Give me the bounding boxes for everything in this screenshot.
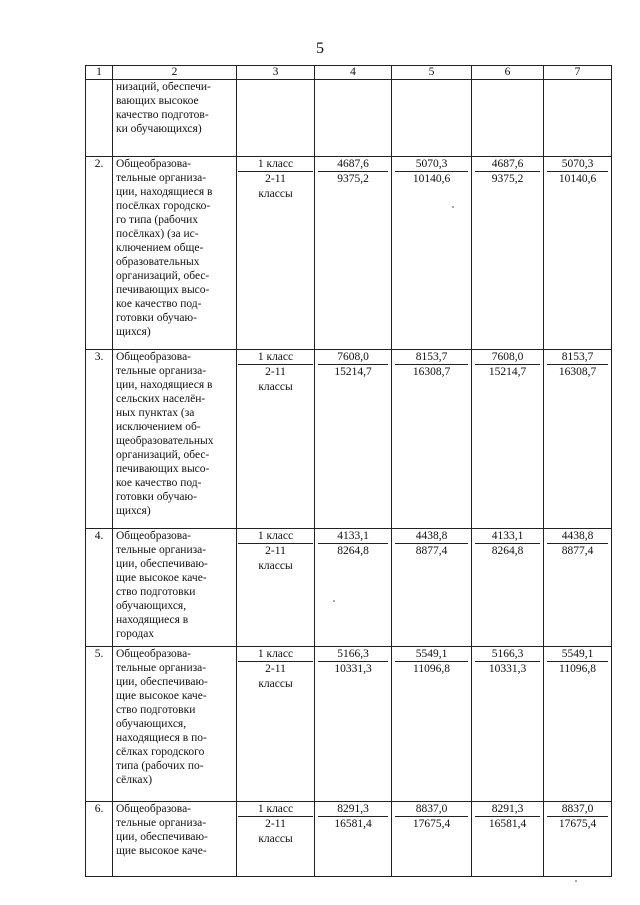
name-line: го типа (рабочих: [116, 214, 199, 226]
value-cell: [392, 647, 472, 802]
scan-speck: [575, 880, 577, 882]
class-cell: [237, 350, 315, 529]
value-cell: [392, 80, 472, 157]
value-cell: [472, 80, 544, 157]
row-name: [113, 350, 237, 529]
class-grades-2-11: 2-11 классы: [258, 818, 293, 845]
value-grades-2-11: 9375,2: [491, 173, 524, 185]
class-cell: [237, 529, 315, 647]
value-first-grade: 5549,1: [395, 647, 468, 662]
class-first-grade: 1 класс: [238, 647, 313, 662]
name-line: типа (рабочих по-: [116, 760, 204, 772]
value-cell: [544, 80, 612, 157]
value-grades-2-11: 8264,8: [337, 545, 369, 557]
table-row: [86, 157, 612, 350]
class-grades-2-11: 2-11 классы: [258, 366, 293, 393]
class-cell: [237, 802, 315, 877]
value-first-grade: 5070,3: [547, 157, 608, 172]
name-line: печивающих высо-: [116, 463, 210, 475]
value-first-grade: 4133,1: [318, 529, 388, 544]
name-line: ции, находящиеся в: [116, 379, 213, 391]
value-grades-2-11: 8877,4: [561, 545, 594, 557]
name-line: организаций, обес-: [116, 449, 210, 461]
header-cell: 4: [315, 66, 392, 80]
value-grades-2-11: 16581,4: [488, 818, 527, 830]
name-line: организаций, обес-: [116, 270, 210, 282]
class-grades-2-11: 2-11 классы: [258, 545, 293, 572]
scan-speck: [333, 600, 335, 602]
value-cell: [392, 157, 472, 350]
class-cell: [237, 157, 315, 350]
table-row: [86, 802, 612, 877]
name-line: обучающихся,: [116, 600, 187, 612]
name-line: вающих высокое: [116, 95, 199, 107]
name-line: ции, обеспечиваю-: [116, 831, 208, 843]
name-line: щие высокое каче-: [116, 845, 207, 857]
class-grades-2-11: 2-11 классы: [258, 663, 293, 690]
name-line: образовательных: [116, 256, 200, 268]
name-line: Общеобразова-: [116, 648, 192, 660]
name-line: ции, обеспечиваю-: [116, 558, 208, 570]
value-grades-2-11: 11096,8: [413, 663, 450, 675]
name-line: щие высокое каче-: [116, 690, 207, 702]
value-grades-2-11: 17675,4: [558, 818, 597, 830]
name-line: посёлках) (за ис-: [116, 228, 199, 240]
row-number: [86, 80, 113, 157]
scan-speck: [452, 206, 454, 208]
header-cell: 1: [86, 66, 113, 80]
name-line: тельные организа-: [116, 544, 207, 556]
name-line: щихся): [116, 326, 151, 338]
value-cell: [544, 647, 612, 802]
value-grades-2-11: 11096,8: [559, 663, 596, 675]
name-line: ки обучающихся): [116, 123, 202, 135]
row-number: 6.: [86, 802, 113, 877]
value-grades-2-11: 8877,4: [415, 545, 448, 557]
class-cell: [237, 80, 315, 157]
name-line: исключением об-: [116, 421, 201, 433]
value-grades-2-11: 10331,3: [488, 663, 527, 675]
value-cell: [544, 529, 612, 647]
value-first-grade: 8291,3: [475, 802, 540, 817]
name-line: обучающихся,: [116, 718, 187, 730]
table-row: [86, 529, 612, 647]
name-line: качество подготов-: [116, 109, 209, 121]
class-first-grade: 1 класс: [238, 350, 313, 365]
row-number: 2.: [86, 157, 113, 350]
name-line: ции, находящиеся в: [116, 186, 213, 198]
value-first-grade: 4438,8: [547, 529, 608, 544]
name-line: Общеобразова-: [116, 530, 192, 542]
name-line: щеобразовательных: [116, 435, 214, 447]
value-cell: [392, 802, 472, 877]
value-cell: [315, 802, 392, 877]
row-number: 5.: [86, 647, 113, 802]
name-line: находящиеся в: [116, 614, 189, 626]
value-first-grade: 4687,6: [318, 157, 388, 172]
value-cell: [472, 647, 544, 802]
value-cell: [392, 350, 472, 529]
table-row: [86, 647, 612, 802]
value-cell: [315, 647, 392, 802]
value-grades-2-11: 16581,4: [334, 818, 372, 830]
value-cell: [544, 157, 612, 350]
value-grades-2-11: 10140,6: [412, 173, 451, 185]
row-name: [113, 80, 237, 157]
value-grades-2-11: 16308,7: [412, 366, 451, 378]
name-line: тельные организа-: [116, 662, 207, 674]
class-grades-2-11: 2-11 классы: [258, 173, 293, 200]
name-line: печивающих высо-: [116, 284, 210, 296]
value-first-grade: 5166,3: [318, 647, 388, 662]
row-name: [113, 157, 237, 350]
row-number: 4.: [86, 529, 113, 647]
header-cell: 7: [544, 66, 612, 80]
row-name: [113, 802, 237, 877]
header-cell: 2: [113, 66, 237, 80]
class-first-grade: 1 класс: [238, 529, 313, 544]
value-cell: [472, 529, 544, 647]
name-line: тельные организа-: [116, 817, 207, 829]
value-first-grade: 8291,3: [318, 802, 388, 817]
name-line: Общеобразова-: [116, 803, 192, 815]
value-first-grade: 8837,0: [395, 802, 468, 817]
value-grades-2-11: 10331,3: [334, 663, 372, 675]
value-first-grade: 4438,8: [395, 529, 468, 544]
name-line: ключением обще-: [116, 242, 204, 254]
class-first-grade: 1 класс: [238, 802, 313, 817]
name-line: сёлках городского: [116, 746, 205, 758]
value-first-grade: 8837,0: [547, 802, 608, 817]
row-name: [113, 529, 237, 647]
value-cell: [544, 802, 612, 877]
value-first-grade: 8153,7: [547, 350, 608, 365]
name-line: сёлках): [116, 774, 153, 786]
value-cell: [472, 802, 544, 877]
name-line: готовки обучаю-: [116, 491, 197, 503]
value-first-grade: 7608,0: [318, 350, 388, 365]
name-line: кое качество под-: [116, 477, 202, 489]
value-cell: [472, 350, 544, 529]
name-line: ство подготовки: [116, 586, 196, 598]
value-first-grade: 4133,1: [475, 529, 540, 544]
value-first-grade: 4687,6: [475, 157, 540, 172]
name-line: кое качество под-: [116, 298, 202, 310]
header-row: [86, 66, 612, 80]
value-cell: [315, 350, 392, 529]
value-first-grade: 5070,3: [395, 157, 468, 172]
value-first-grade: 5166,3: [475, 647, 540, 662]
value-grades-2-11: 8264,8: [491, 545, 524, 557]
value-grades-2-11: 15214,7: [334, 366, 372, 378]
class-first-grade: 1 класс: [238, 157, 313, 172]
name-line: низаций, обеспечи-: [116, 81, 211, 93]
value-cell: [315, 80, 392, 157]
value-cell: [392, 529, 472, 647]
row-name: [113, 647, 237, 802]
value-first-grade: 5549,1: [547, 647, 608, 662]
class-cell: [237, 647, 315, 802]
value-grades-2-11: 15214,7: [488, 366, 527, 378]
value-grades-2-11: 16308,7: [558, 366, 597, 378]
name-line: Общеобразова-: [116, 351, 192, 363]
header-cell: 3: [237, 66, 315, 80]
value-cell: [315, 157, 392, 350]
value-grades-2-11: 9375,2: [337, 173, 369, 185]
name-line: тельные организа-: [116, 365, 207, 377]
value-first-grade: 8153,7: [395, 350, 468, 365]
name-line: ство подготовки: [116, 704, 196, 716]
header-cell: 5: [392, 66, 472, 80]
value-grades-2-11: 10140,6: [558, 173, 597, 185]
value-grades-2-11: 17675,4: [412, 818, 451, 830]
tariff-table: [85, 65, 612, 877]
header-cell: 6: [472, 66, 544, 80]
page-number: 5: [316, 40, 324, 57]
continuation-row: [86, 80, 612, 157]
value-cell: [472, 157, 544, 350]
table-row: [86, 350, 612, 529]
name-line: Общеобразова-: [116, 158, 192, 170]
name-line: щихся): [116, 505, 151, 517]
name-line: посёлках городско-: [116, 200, 211, 212]
name-line: ных пунктах (за: [116, 407, 195, 419]
name-line: городах: [116, 628, 155, 640]
name-line: сельских населён-: [116, 393, 206, 405]
value-cell: [544, 350, 612, 529]
name-line: готовки обучаю-: [116, 312, 197, 324]
name-line: щие высокое каче-: [116, 572, 207, 584]
name-line: тельные организа-: [116, 172, 207, 184]
value-cell: [315, 529, 392, 647]
name-line: ции, обеспечиваю-: [116, 676, 208, 688]
row-number: 3.: [86, 350, 113, 529]
value-first-grade: 7608,0: [475, 350, 540, 365]
name-line: находящиеся в по-: [116, 732, 207, 744]
